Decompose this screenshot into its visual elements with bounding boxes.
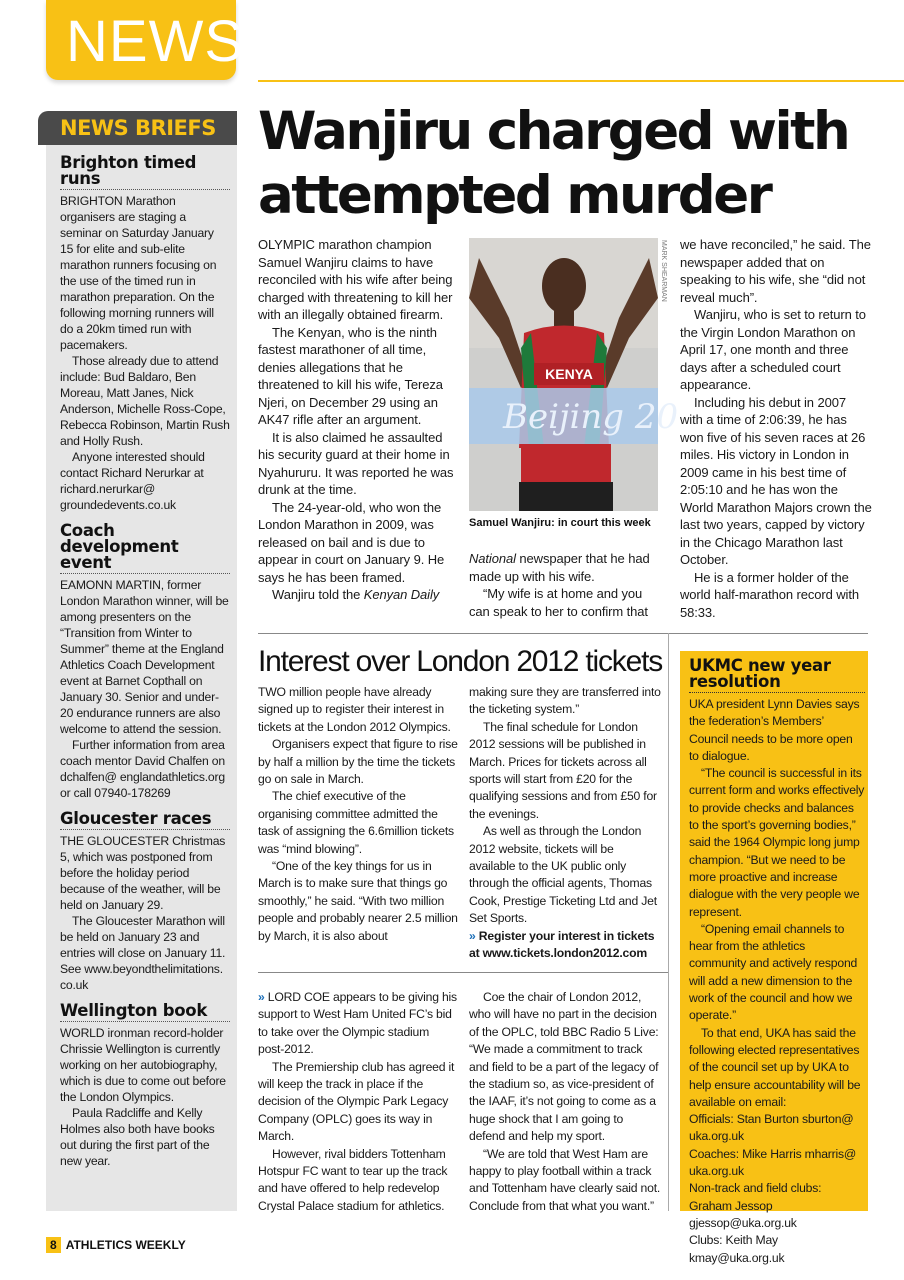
main-story-col2: National newspaper that he had made up with his wife. “My wife is at home and you can speak to her to confirm that — [469, 551, 650, 619]
tickets-cta[interactable]: » Register your interest in tickets at www.tickets.london2012.com — [469, 928, 655, 961]
page-number: 8 — [46, 1237, 61, 1253]
photo-credit: MARK SHEARMAN — [660, 240, 667, 302]
ukmc-text: UKA president Lynn Davies says the federation’s Members’ Council needs to be more open to dialogue. “The council is successful in its current form and works effectively to provide checks and balances to the sport’s governing bodies,” said the 1964 Olympic long jump champion. “But we need to be more proactive and increase dialogue with the very people we represent. “Opening email channels to hear from the athletics community and actively respond will add a new dimension to the work of the council and how we operate.” To that end, UKA has said the following elected representatives of the council set up by UKA to help ensure accountability will be available on email: Officials: Stan Burton sburton@ uka.org.uk Coaches: Mike Harris mharris@ uka.org.uk Non-track and field clubs: Graham Jessop gjessop@uka.org.uk Clubs: Keith May kmay@uka.org.uk — [689, 697, 865, 1265]
brief-heading: Wellington book — [60, 1003, 230, 1022]
main-story-col3: we have reconciled,” he said. The newspaper added that on speaking to his wife, she “did not reveal much”. Wanjiru, who is set to return to the Virgin London Marathon on April 17, one month and three days after a scheduled court appearance. Including his debut in 2007 with a time of 2:06:39, he has won five of his seven races at 26 miles. His victory in London in 2009 came in his best time of 2:05:10 and he has won the World Marathon Majors crown the last two years, capped by victory in the Chicago Marathon last October. He is a former holder of the world half-marathon record with 58:33. — [680, 237, 872, 620]
brief-text: EAMONN MARTIN, former London Marathon winner, will be among presenters on the “Transition from Winter to Summer” theme at the England Athletics Coach Development event at Barnet Copthall on January 30. Senior and under-20 endurance runners are also welcome to attend the session. Further information from area coach mentor David Chalfen on dchalfen@ englandathletics.org or call 07940-178269 — [60, 578, 229, 800]
photo-caption: Samuel Wanjiru: in court this week — [469, 517, 651, 529]
column-divider — [668, 633, 669, 1211]
banner-text: Beijing 20 — [503, 397, 679, 437]
section-tab: NEWS — [46, 0, 236, 80]
brief-text: BRIGHTON Marathon organisers are staging a seminar on Saturday January 15 for elite and sub-elite marathon runners focusing on the use of the timed run in marathon preparation. On the following morning runners will do a 20km timed run with pacemakers. Those already due to attend include: Bud Baldaro, Ben Moreau, Matt Janes, Nick Anderson, Michelle Ross-Cope, Rebecca Robinson, Martin Rush and Holly Rush. Anyone interested should contact Richard Nerurkar at richard.nerurkar@ groundedevents.co.uk — [60, 194, 230, 512]
briefs-title: NEWS BRIEFS — [60, 116, 216, 140]
vest-text: KENYA — [545, 366, 593, 382]
chevron-right-icon: » — [258, 990, 265, 1004]
top-rule — [258, 80, 904, 82]
brief-text: WORLD ironman record-holder Chrissie Wellington is currently working on her autobiography, which is due to come out before the London Olympics. Paula Radcliffe and Kelly Holmes also both have books out during the first part of the new year. — [60, 1026, 226, 1168]
section-divider — [258, 972, 668, 973]
main-story-col1: OLYMPIC marathon champion Samuel Wanjiru claims to have reconciled with his wife after being charged with threatening to kill her with an illegally obtained firearm. The Kenyan, who is the ninth fastest marathoner of all time, denies allegations that he threatened to kill his wife, Tereza Njeri, on December 29 using an AK47 rifle after an argument. It is also claimed he assaulted his security guard at their home in Nyahururu. It was reported he was drunk at the time. The 24-year-old, who won the London Marathon in 2009, was released on bail and is due to appear in court on January 9. He says he has been framed. Wanjiru told the Kenyan Daily — [258, 237, 454, 602]
tickets-col1: TWO million people have already signed up to register their interest in tickets at the London 2012 Olympics. Organisers expect that figure to rise by half a million by the time the tickets go on sale in March. The chief executive of the organising committee admitted the task of assigning the 6.6million tickets was “mind blowing”. “One of the key things for us in March is to make sure that things go smoothly,” he said. “With two million people and probably nearer 2.5 million by March, it is also about — [258, 685, 458, 943]
brief-heading: Brighton timed runs — [60, 155, 230, 190]
page-footer — [46, 1237, 186, 1253]
brief-text: THE GLOUCESTER Christmas 5, which was postponed from before the holiday period because of the weather, will be held on January 29. The Gloucester Marathon will be held on January 23 and entries will close on January 11. See www.beyondthelimitations. co.uk — [60, 834, 226, 992]
main-headline: Wanjiru charged with attempted murder — [258, 101, 849, 226]
tickets-headline: Interest over London 2012 tickets — [258, 645, 663, 678]
brief-heading: Gloucester races — [60, 811, 230, 830]
brief-heading: Coach development event — [60, 523, 230, 574]
briefs-header — [38, 111, 237, 145]
briefs-sidebar — [46, 145, 237, 1211]
tickets-col2: making sure they are transferred into the ticketing system.” The final schedule for London 2012 sessions will be published in March. Prices for tickets across all sports will start from £20 for the qualifying sessions and from £50 for the evenings. As well as through the London 2012 website, tickets will be available to the UK public only through the official agents, Thomas Cook, Prestige Ticketing Ltd and Jet Set Sports. » Register your interest in tickets at www.tickets.london2012.com — [469, 684, 661, 963]
section-divider — [258, 633, 868, 634]
ukmc-heading: UKMC new year resolution — [689, 658, 865, 693]
publication-name: ATHLETICS WEEKLY — [65, 1238, 186, 1252]
coe-col1: » LORD COE appears to be giving his support to West Ham United FC’s bid to take over the Olympic stadium post-2012. The Premiership club has agreed it will keep the track in place if the decision of the Olympic Park Legacy Company (OPLC) goes its way in March. However, rival bidders Tottenham Hotspur FC want to tear up the track and have offered to help redevelop Crystal Palace stadium for athletics. — [258, 990, 457, 1213]
chevron-right-icon: » — [469, 928, 476, 943]
coe-col2: Coe the chair of London 2012, who will have no part in the decision of the OPLC, told BBC Radio 5 Live: “We made a commitment to track and field to be a part of the legacy of the stadium so, as vice-president of the IAAF, it’s not going to come as a huge shock that I am going to defend and help my sport. “We are told that West Ham are happy to play football within a track and Tottenham have clearly said not. Conclude from that what you want.” — [469, 990, 661, 1213]
ukmc-box — [680, 651, 868, 1265]
